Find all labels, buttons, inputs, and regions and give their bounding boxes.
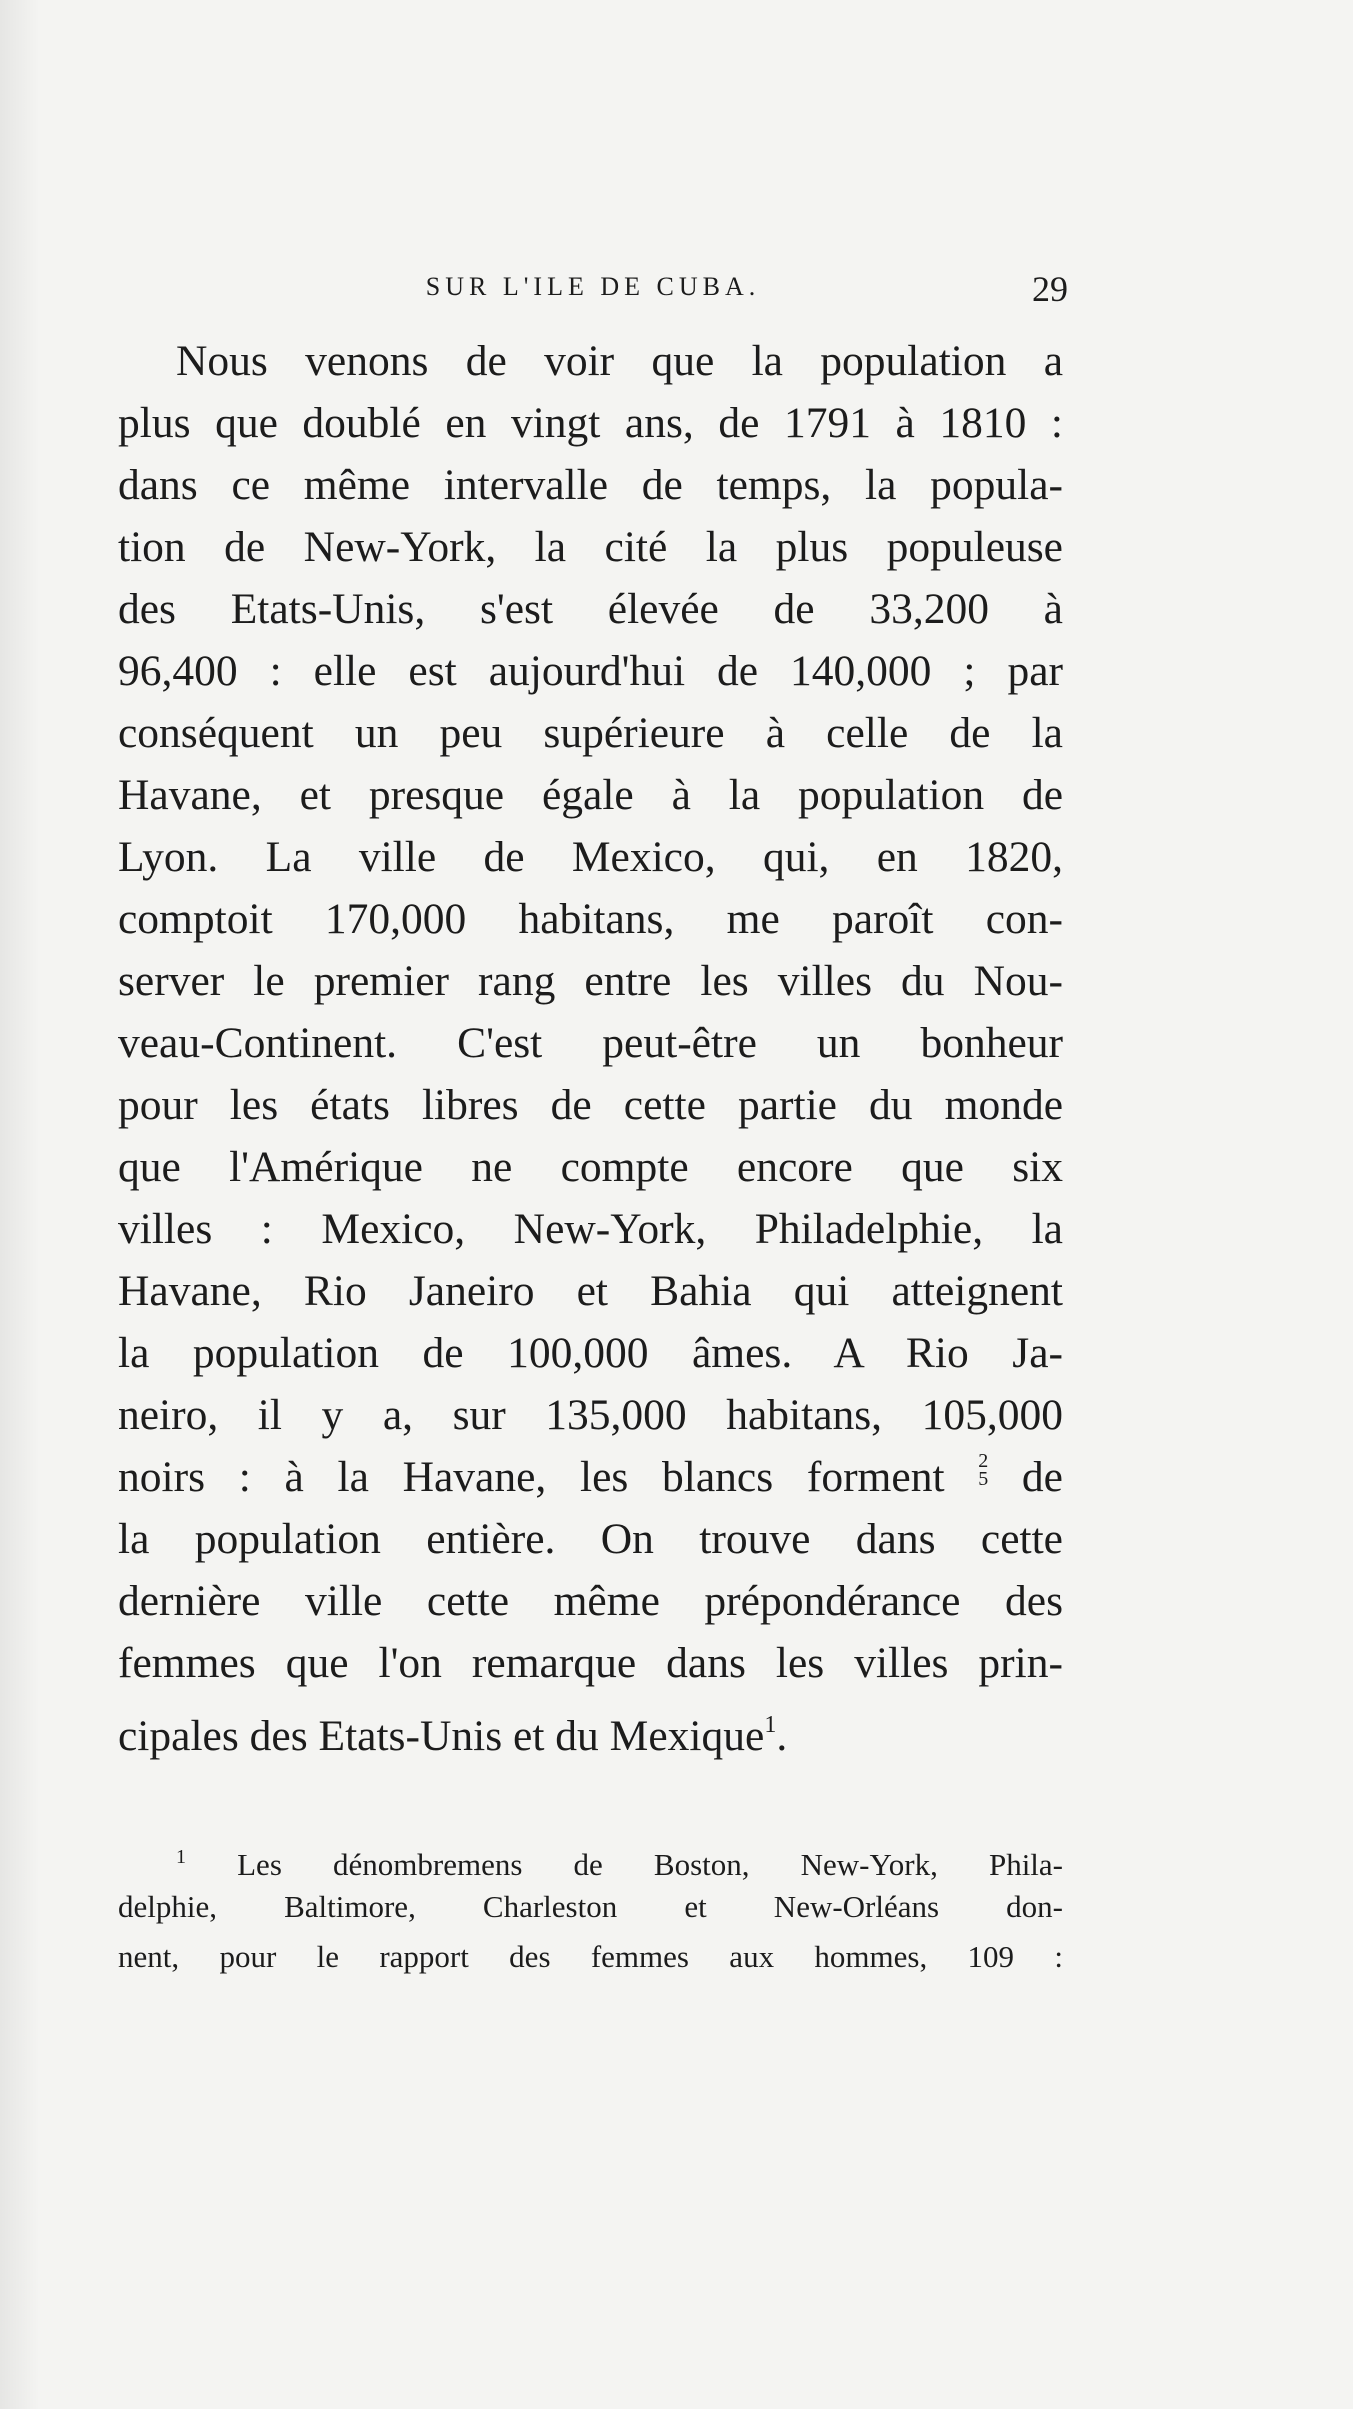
text-line: dans ce même intervalle de temps, la popula- xyxy=(118,461,1063,509)
fraction-numerator: 2 xyxy=(978,1450,989,1472)
footnote-line-text: Les dénombremens de Boston, New-York, Phila- xyxy=(237,1847,1063,1882)
text-line-last xyxy=(118,1694,1063,1760)
text-line: la population de 100,000 âmes. A Rio Ja- xyxy=(118,1329,1063,1377)
fraction-denominator: 5 xyxy=(978,1468,989,1490)
text-line: dernière ville cette même prépondérance des xyxy=(118,1577,1063,1625)
text-line: comptoit 170,000 habitans, me paroît con- xyxy=(118,895,1063,943)
text-line: des Etats-Unis, s'est élevée de 33,200 à xyxy=(118,585,1063,633)
text-line: server le premier rang entre les villes du Nou- xyxy=(118,957,1063,1005)
text-line: que l'Amérique ne compte encore que six xyxy=(118,1143,1063,1191)
footnote-line: nent, pour le rapport des femmes aux hommes, 109 : xyxy=(118,1939,1063,1974)
footnote-reference: 1 xyxy=(764,1712,777,1738)
page-number: 29 xyxy=(1032,269,1068,309)
text-line: Lyon. La ville de Mexico, qui, en 1820, xyxy=(118,833,1063,881)
text-line: plus que doublé en vingt ans, de 1791 à 1810 : xyxy=(118,399,1063,447)
text-line: veau-Continent. C'est peut-être un bonheur xyxy=(118,1019,1063,1067)
text-line: Nous venons de voir que la population a xyxy=(176,337,1063,385)
fraction-line-start: noirs : à la Havane, les blancs forment xyxy=(118,1453,979,1501)
body-text xyxy=(118,330,1063,1760)
text-line: tion de New-York, la cité la plus populeuse xyxy=(118,523,1063,571)
text-line-with-fraction xyxy=(118,1446,1063,1508)
last-line-text: cipales des Etats-Unis et du Mexique xyxy=(118,1712,765,1760)
footnote-line xyxy=(118,1832,1063,1882)
text-line: conséquent un peu supérieure à celle de la xyxy=(118,709,1063,757)
text-line: Havane, Rio Janeiro et Bahia qui atteignent xyxy=(118,1267,1063,1315)
text-line: la population entière. On trouve dans cette xyxy=(118,1515,1063,1563)
footnote xyxy=(118,1832,1063,1982)
text-line: villes : Mexico, New-York, Philadelphie, la xyxy=(118,1205,1063,1253)
text-line: neiro, il y a, sur 135,000 habitans, 105,000 xyxy=(118,1391,1063,1439)
text-line: Havane, et presque égale à la population de xyxy=(118,771,1063,819)
running-title: SUR L'ILE DE CUBA. xyxy=(425,272,761,301)
text-line: femmes que l'on remarque dans les villes prin- xyxy=(118,1639,1063,1687)
footnote-line: delphie, Baltimore, Charleston et New-Orléans don- xyxy=(118,1889,1063,1924)
footnote-marker: 1 xyxy=(176,1846,186,1868)
text-line: 96,400 : elle est aujourd'hui de 140,000 ; par xyxy=(118,647,1063,695)
running-head xyxy=(118,268,1068,308)
fraction-line-end: de xyxy=(988,1453,1063,1501)
fraction xyxy=(978,1452,988,1488)
text-line: pour les états libres de cette partie du monde xyxy=(118,1081,1063,1129)
last-line-end: . xyxy=(776,1712,788,1760)
